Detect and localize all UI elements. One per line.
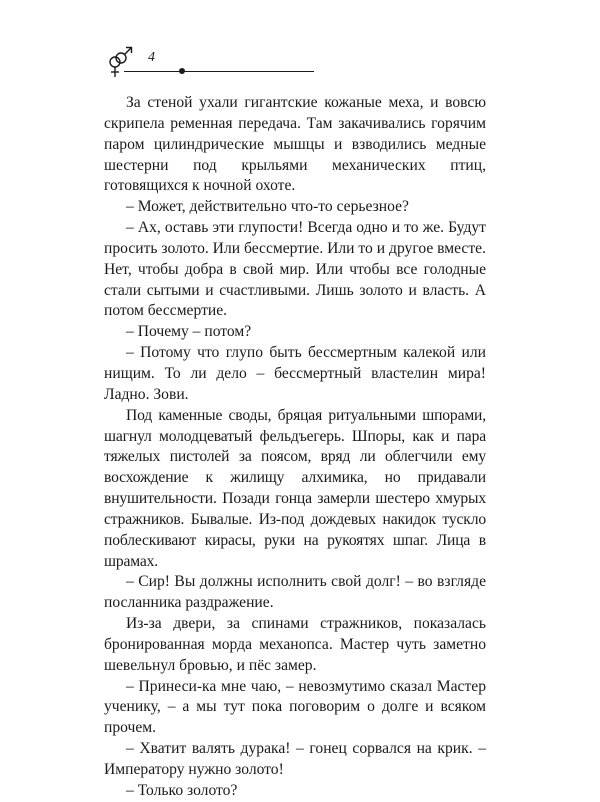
- paragraph: – Принеси-ка мне чаю, – невозмутимо сказал Мастер ученику, – а мы тут пока поговорим о долге и всяком прочем.: [104, 677, 486, 737]
- male-female-symbols-icon: [104, 40, 140, 80]
- running-header: [104, 40, 316, 80]
- paragraph: – Хватит валять дурака! – гонец сорвался на крик. – Императору нужно золото!: [104, 740, 486, 778]
- paragraph: – Только золото?: [126, 781, 238, 799]
- header-rule: [124, 71, 314, 72]
- paragraph: – Ах, оставь эти глупости! Всегда одно и то же. Будут просить золото. Или бессмертие. Или то и другое вместе. Нет, чтобы добра в свой мир. Или чтобы все голодные стали сытыми и счастливыми. Лишь золото и власть. А потом бессмертие.: [104, 219, 486, 320]
- paragraph: – Может, действительно что-то серьезное?: [126, 198, 409, 216]
- paragraph: – Потому что глупо быть бессмертным калекой или нищим. То ли дело – бессмертный властелин мира! Ладно. Зови.: [104, 344, 486, 403]
- paragraph: За стеной ухали гигантские кожаные меха, и вовсю скрипела ременная передача. Там закачивались горячим паром цилиндрические мышцы и взводились медные шестерни под крыльями механических птиц, готовящихся к ночной охоте.: [104, 94, 486, 195]
- page-number: 4: [148, 50, 155, 65]
- paragraph: Под каменные своды, бряцая ритуальными шпорами, шагнул молодцеватый фельдъегерь. Шпоры, как и пара тяжелых пистолей за поясом, вряд ли облегчили ему восхождение к жилищу алхимика, но придавали внушительности. Позади гонца замерли шестеро хмурых стражников. Бывалые. Из-под дождевых накидок тускло поблескивают кирасы, руки на рукоятях шпаг. Лица в шрамах.: [104, 406, 486, 570]
- paragraph: – Сир! Вы должны исполнить свой долг! – во взгляде посланника раздражение.: [104, 573, 486, 612]
- paragraph: – Почему – потом?: [126, 323, 252, 341]
- body-text: [104, 93, 486, 802]
- header-dot: [179, 68, 185, 74]
- paragraph: Из-за двери, за спинами стражников, показалась бронированная морда механопса. Мастер чуть заметно шевельнул бровью, и пёс замер.: [104, 615, 486, 674]
